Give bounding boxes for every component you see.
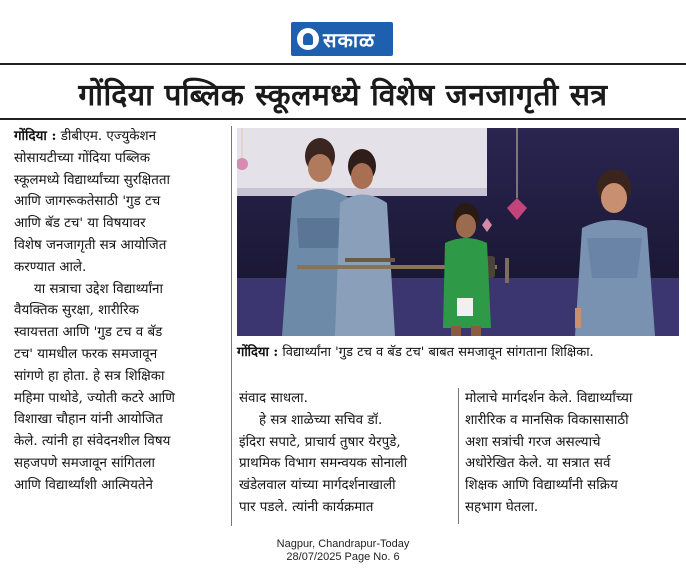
newspaper-logo <box>291 22 393 56</box>
caption-place: गोंदिया : <box>237 345 279 360</box>
article-line: आणि बॅड टच' या विषयावर <box>14 216 146 232</box>
footer-date-page: 28/07/2025 Page No. 6 <box>286 551 400 563</box>
headline-top-rule <box>0 63 686 65</box>
caption-text: विद्यार्थ्यांना 'गुड टच व बॅड टच' बाबत समजावून सांगताना शिक्षिका. <box>282 345 594 360</box>
article-line-text: डीबीएम. एज्युकेशन <box>60 129 157 144</box>
article-line: सोसायटीच्या गोंदिया पब्लिक <box>14 150 150 166</box>
article-line: वैयक्तिक सुरक्षा, शारीरिक <box>14 303 139 319</box>
article-line: अधोरेखित केले. या सत्रात सर्व <box>465 456 611 472</box>
headline: गोंदिया पब्लिक स्कूलमध्ये विशेष जनजागृती सत्र <box>78 78 608 113</box>
article-line: विशाखा चौहान यांनी आयोजित <box>14 412 163 428</box>
article-line: महिमा पाथोडे, ज्योती कटरे आणि <box>14 390 175 406</box>
article-column-2 <box>239 388 449 519</box>
article-photo <box>237 128 679 336</box>
footer-edition: Nagpur, Chandrapur-Today <box>276 538 410 550</box>
article-line: अशा सत्रांची गरज असल्याचे <box>465 434 601 450</box>
headline-bottom-rule <box>0 118 686 120</box>
photo-illustration <box>237 128 679 336</box>
article-line: संवाद साधला. <box>239 391 308 406</box>
logo-text: सकाळ <box>323 27 376 52</box>
column-divider <box>231 126 232 526</box>
article-line: स्वायत्तता आणि 'गुड टच व बॅड <box>14 325 163 341</box>
article-line: पार पडले. त्यांनी कार्यक्रमात <box>239 499 374 515</box>
article-line: खंडेलवाल यांच्या मार्गदर्शनाखाली <box>239 478 396 494</box>
article-line: आणि जागरूकतेसाठी 'गुड टच <box>14 194 161 210</box>
article-line: केले. त्यांनी हा संवेदनशील विषय <box>14 434 171 450</box>
logo-emblem-icon <box>297 28 319 50</box>
article-line: सांगणे हा होता. हे सत्र शिक्षिका <box>14 368 165 384</box>
article-line: शारीरिक व मानसिक विकासासाठी <box>465 412 629 428</box>
article-line: हे सत्र शाळेच्या सचिव डॉ. <box>259 412 383 428</box>
article-dateline: गोंदिया : <box>14 128 57 144</box>
page-footer <box>0 538 686 564</box>
article-line: मोलाचे मार्गदर्शन केले. विद्यार्थ्यांच्या <box>465 391 633 406</box>
article-line: सहभाग घेतला. <box>465 499 539 515</box>
article-line: विशेष जनजागृती सत्र आयोजित <box>14 237 167 253</box>
photo-caption <box>237 342 683 360</box>
article-line: या सत्राचा उद्देश विद्यार्थ्यांना <box>34 281 163 297</box>
article-column-3 <box>465 388 678 519</box>
article-line: टच' यामधील फरक समजावून <box>14 346 158 362</box>
article-line: शिक्षक आणि विद्यार्थ्यांनी सक्रिय <box>465 478 618 494</box>
column-divider <box>458 388 459 524</box>
article-column-1 <box>14 126 226 497</box>
article-line: सहजपणे समजावून सांगितला <box>14 455 155 471</box>
article-line: प्राथमिक विभाग समन्वयक सोनाली <box>239 456 408 472</box>
article-line: स्कूलमध्ये विद्यार्थ्यांच्या सुरक्षितता <box>14 172 170 188</box>
article-line <box>14 126 226 148</box>
article-line: इंदिरा सपाटे, प्राचार्य तुषार येरपुडे, <box>239 434 401 450</box>
article-line: आणि विद्यार्थ्यांशी आत्मियतेने <box>14 477 153 493</box>
article-line: करण्यात आले. <box>14 259 87 275</box>
